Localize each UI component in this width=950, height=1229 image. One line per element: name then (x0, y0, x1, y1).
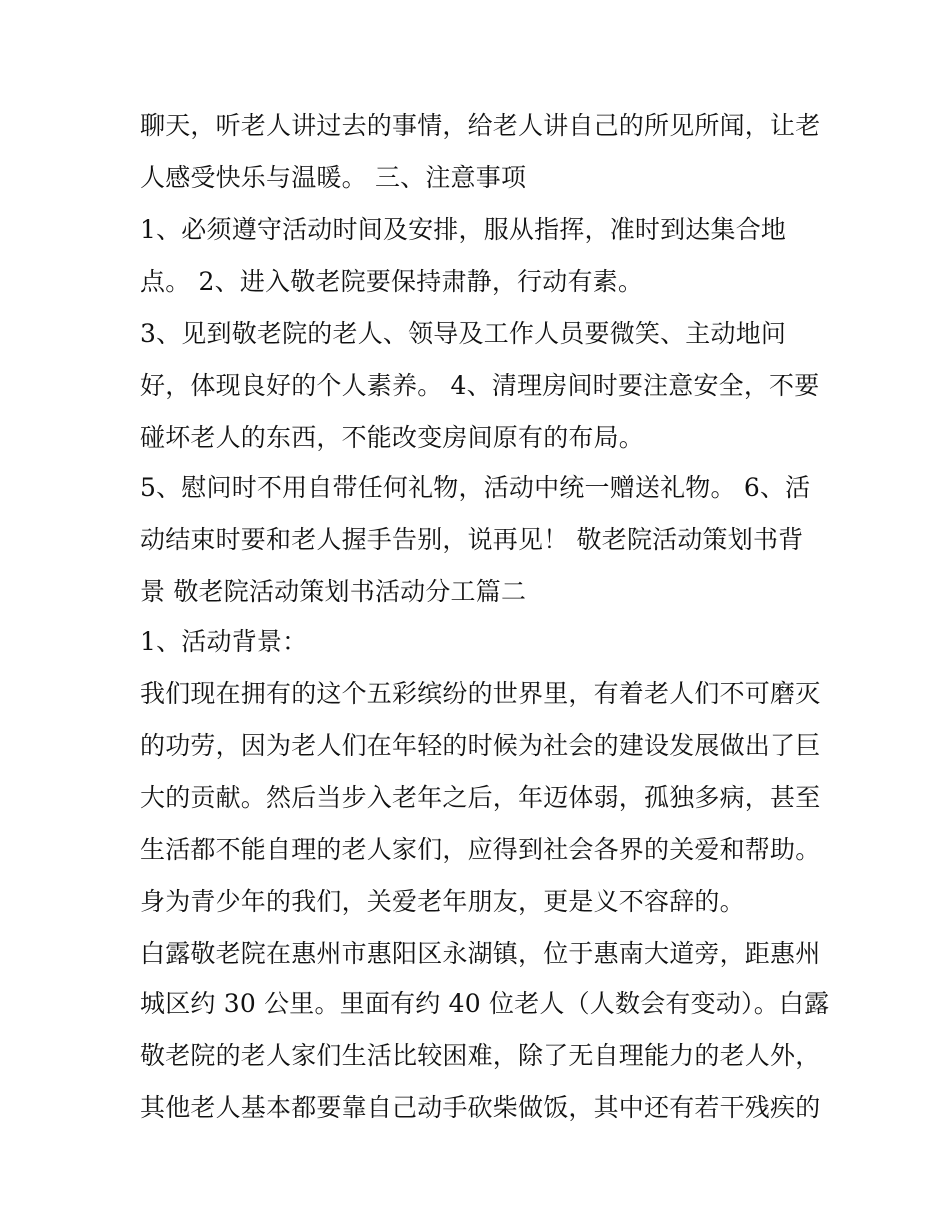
text-line-11: 1、活动背景： (140, 627, 308, 656)
text-line-2: 人感受快乐与温暖。 三、注意事项 (140, 163, 527, 192)
text-line-5: 3、见到敬老院的老人、领导及工作人员要微笑、主动地问 (140, 319, 787, 348)
text-line-17: 白露敬老院在惠州市惠阳区永湖镇，位于惠南大道旁，距惠州 (140, 939, 821, 968)
text-line-1: 聊天，听老人讲过去的事情，给老人讲自己的所见所闻，让老 (140, 111, 821, 140)
text-line-4: 点。 2、进入敬老院要保持肃静，行动有素。 (140, 267, 644, 296)
text-line-12: 我们现在拥有的这个五彩缤纷的世界里，有着老人们不可磨灭 (140, 679, 821, 708)
text-line-6: 好，体现良好的个人素养。 4、清理房间时要注意安全，不要 (140, 371, 820, 400)
text-line-20: 其他老人基本都要靠自己动手砍柴做饭，其中还有若干残疾的 (140, 1093, 821, 1122)
text-line-8: 5、慰问时不用自带任何礼物，活动中统一赠送礼物。 6、活 (140, 473, 811, 502)
text-line-3: 1、必须遵守活动时间及安排，服从指挥，准时到达集合地 (140, 215, 787, 244)
text-line-18: 城区约 30 公里。里面有约 40 位老人（人数会有变动）。白露 (140, 989, 830, 1018)
text-line-9: 动结束时要和老人握手告别，说再见！ 敬老院活动策划书背 (140, 525, 804, 554)
text-line-13: 的功劳，因为老人们在年轻的时候为社会的建设发展做出了巨 (140, 731, 821, 760)
text-line-10: 景 敬老院活动策划书活动分工篇二 (140, 577, 527, 606)
text-line-16: 身为青少年的我们，关爱老年朋友，更是义不容辞的。 (140, 887, 745, 916)
text-line-14: 大的贡献。然后当步入老年之后，年迈体弱，孤独多病，甚至 (140, 783, 821, 812)
text-line-7: 碰坏老人的东西，不能改变房间原有的布局。 (140, 423, 645, 452)
text-line-15: 生活都不能自理的老人家们，应得到社会各界的关爱和帮助。 (140, 835, 821, 864)
text-line-19: 敬老院的老人家们生活比较困难，除了无自理能力的老人外， (140, 1041, 821, 1070)
